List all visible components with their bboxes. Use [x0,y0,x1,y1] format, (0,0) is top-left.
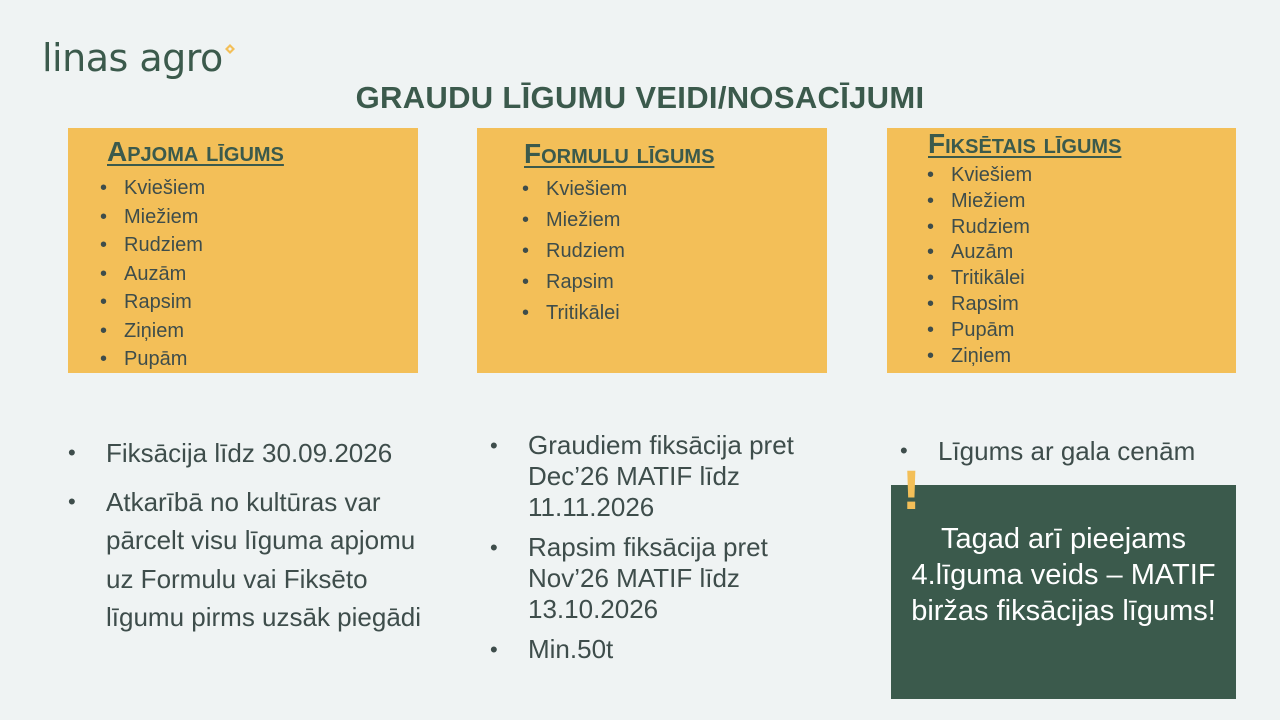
list-item: • Kviešiem [522,174,627,205]
box-title: Fiksētais līgums [928,128,1122,159]
logo: linas agro [42,36,223,80]
note-item: • Min.50t [490,634,820,665]
note-item: • Atkarībā no kultūras var pārcelt visu līguma apjomu uz Formulu vai Fiksēto līgumu pirms uzsāk piegādi [68,483,438,637]
apjoma-contract-box [68,128,418,373]
list-item: • Miežiem [927,189,1032,215]
list-item: • Pupām [100,345,205,374]
list-item: • Rudziem [522,236,627,267]
list-item: • Tritikālei [522,298,627,329]
list-item: • Ziņiem [927,344,1032,370]
page-title: GRAUDU LĪGUMU VEIDI/NOSACĪJUMI [355,80,925,115]
list-item: • Tritikālei [927,266,1032,292]
note-item: • Graudiem fiksācija pret Dec’26 MATIF līdz 11.11.2026 [490,430,820,523]
note-item: • Fiksācija līdz 30.09.2026 [68,434,438,473]
logo-diamond-icon [225,44,235,54]
crop-list [100,174,205,374]
list-item: • Miežiem [100,203,205,232]
box-title: Apjoma līgums [107,136,284,167]
callout-box: Tagad arī pieejams 4.līguma veids – MATIF biržas fiksācijas līgums! [891,485,1236,699]
list-item: • Rapsim [522,267,627,298]
note-item: • Līgums ar gala cenām [900,434,1240,468]
list-item: • Auzām [927,240,1032,266]
list-item: • Miežiem [522,205,627,236]
exclamation-icon: ! [902,458,921,521]
list-item: • Kviešiem [100,174,205,203]
list-item: • Rapsim [927,292,1032,318]
list-item: • Auzām [100,260,205,289]
list-item: • Rapsim [100,288,205,317]
list-item: • Kviešiem [927,163,1032,189]
formulu-notes [490,430,820,665]
fiksetais-contract-box [887,128,1236,373]
crop-list [522,174,627,329]
list-item: • Pupām [927,318,1032,344]
list-item: • Rudziem [100,231,205,260]
note-item: • Rapsim fiksācija pret Nov’26 MATIF līdz 13.10.2026 [490,532,820,625]
crop-list [927,163,1032,369]
list-item: • Ziņiem [100,317,205,346]
fiksetais-notes [900,434,1240,468]
formulu-contract-box [477,128,827,373]
list-item: • Rudziem [927,215,1032,241]
box-title: Formulu līgums [524,138,715,169]
apjoma-notes [68,434,438,637]
